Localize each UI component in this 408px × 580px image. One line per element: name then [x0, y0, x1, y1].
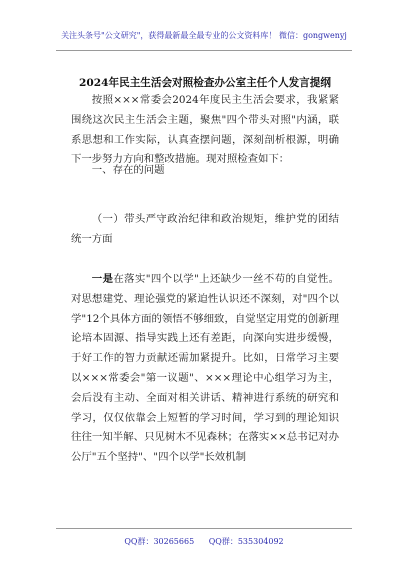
footer-qq-group-1: QQ群：30265665 [124, 537, 195, 546]
footer-contacts [0, 536, 408, 547]
point-paragraph [71, 270, 339, 468]
subsection-heading: （一）带头严守政治纪律和政治规矩，维护党的团结统一方面 [71, 213, 339, 245]
document-title: 2024年民主生活会对照检查办公室主任个人发言提纲 [79, 77, 331, 89]
header-note: 关注头条号"公文研究"，获得最新最全最专业的公文资料库！ 微信：gongwenyj [61, 31, 347, 40]
footer-divider [56, 528, 352, 529]
intro-paragraph: 按照×××常委会2024年度民主生活会要求，我紧紧围绕这次民主生活会主题，聚焦"四个带头对照"内涵，联系思想和工作实际，认真查摆问题，深刻剖析根源，明确下一步努力方向和整改措施。现对照检查如下： [71, 94, 339, 166]
footer-qq-group-2: QQ群：535304092 [208, 537, 284, 546]
point-body: 在落实"四个以学"上还缺少一丝不苟的自觉性。对思想建党、理论强党的紧迫性认识还不深刻，对"四个以学"12个具体方面的领悟不够细致，自觉坚定用党的创新理论培本固源、指导实践上还有差距，向深向实进步缓慢，于好工作的智力贡献还需加紧提升。比如，日常学习主要以×××常委会"第一议题"、×××理论中心组学习为主，会后没有主动、全面对相关讲话、精神进行系统的研究和学习，仅仅依靠会上短暂的学习时间，学习到的理论知识往往一知半解、只见树木不见森林；在落实××总书记对办公厅"五个坚持"、"四个以学"长效机制 [71, 273, 340, 464]
point-lead: 一是 [91, 273, 114, 285]
section-heading: 一、存在的问题 [91, 164, 165, 176]
header-divider [56, 50, 352, 51]
